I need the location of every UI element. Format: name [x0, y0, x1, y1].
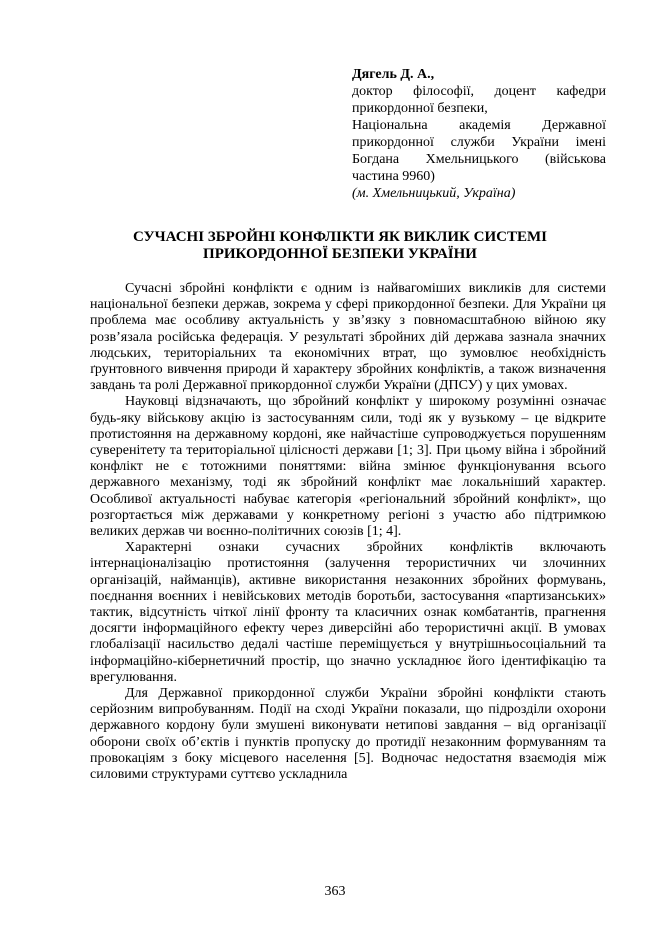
- author-location: (м. Хмельницький, Україна): [352, 186, 516, 201]
- article-body: [90, 281, 606, 783]
- page-number: 363: [324, 884, 346, 899]
- author-name: Дягель Д. А.,: [352, 67, 435, 82]
- author-affiliation: Національна академія Державної прикордонної служби України імені Богдана Хмельницького (військова частина 9960): [352, 118, 606, 184]
- paragraph: Характерні ознаки сучасних збройних конфліктів включають інтернаціоналізацію протистояння (залучення терористичних чи злочинних організацій, найманців), активне використання незаконних збройних формувань, поєднання воєнних і невійськових методів боротьби, застосування «партизанських» тактик, відсутність чіткої лінії фронту та класичних ознак комбатантів, прагнення досягти інформаційного ефекту через диверсійні або терористичні акції. В умовах глобалізації насильство дедалі частіше переміщується у внутрішньосоціальний та інформаційно-кібернетичний простір, що значно ускладнює його ідентифікацію та врегулювання.: [90, 540, 606, 685]
- author-position: доктор філософії, доцент кафедри прикордонної безпеки,: [352, 84, 606, 116]
- paragraph: Для Державної прикордонної служби України збройні конфлікти стають серйозним випробуванням. Події на сході України показали, що підрозділи охорони державного кордону були змушені виконувати нетипові завдання – від організації оборони своїх об’єктів і пунктів пропуску до протидії незаконним формуванням та провокаціям з боку місцевого населення [5]. Водночас недостатня взаємодія між силовими структурами суттєво ускладнила: [90, 686, 606, 783]
- paragraph: Сучасні збройні конфлікти є одним із найвагоміших викликів для системи національної безпеки держав, зокрема у сфері прикордонної безпеки. Для України ця проблема має особливу актуальність у зв’язку з повномасштабною війною яку розв’язала російська федерація. У результаті збройних дій держава зазнала значних людських, територіальних та економічних втрат, що зумовлює необхідність ґрунтовного вивчення природи й характеру збройних конфліктів, а також визначення завдань та ролі Державної прикордонної служби України (ДПСУ) у цих умовах.: [90, 281, 606, 394]
- author-block: [352, 66, 606, 202]
- title-line-2: ПРИКОРДОННОЇ БЕЗПЕКИ УКРАЇНИ: [203, 246, 477, 262]
- title-line-1: СУЧАСНІ ЗБРОЙНІ КОНФЛІКТИ ЯК ВИКЛИК СИСТЕМІ: [132, 229, 548, 245]
- article-title: [90, 229, 590, 263]
- paragraph: Науковці відзначають, що збройний конфлікт у широкому розумінні означає будь-яку військову акцію із застосуванням сили, тоді як у вузькому – це відкрите протистояння на державному кордоні, яке найчастіше супроводжується порушенням суверенітету та територіальної цілісності держави [1; 3]. При цьому війна і збройний конфлікт не є тотожними поняттями: війна змінює функціонування всього державного механізму, тоді як збройний конфлікт має локальніший характер. Особливої актуальності набуває категорія «регіональний збройний конфлікт», що розгортається між державами у конкретному регіоні з участю або підтримкою великих держав чи воєнно-політичних союзів [1; 4].: [90, 394, 606, 540]
